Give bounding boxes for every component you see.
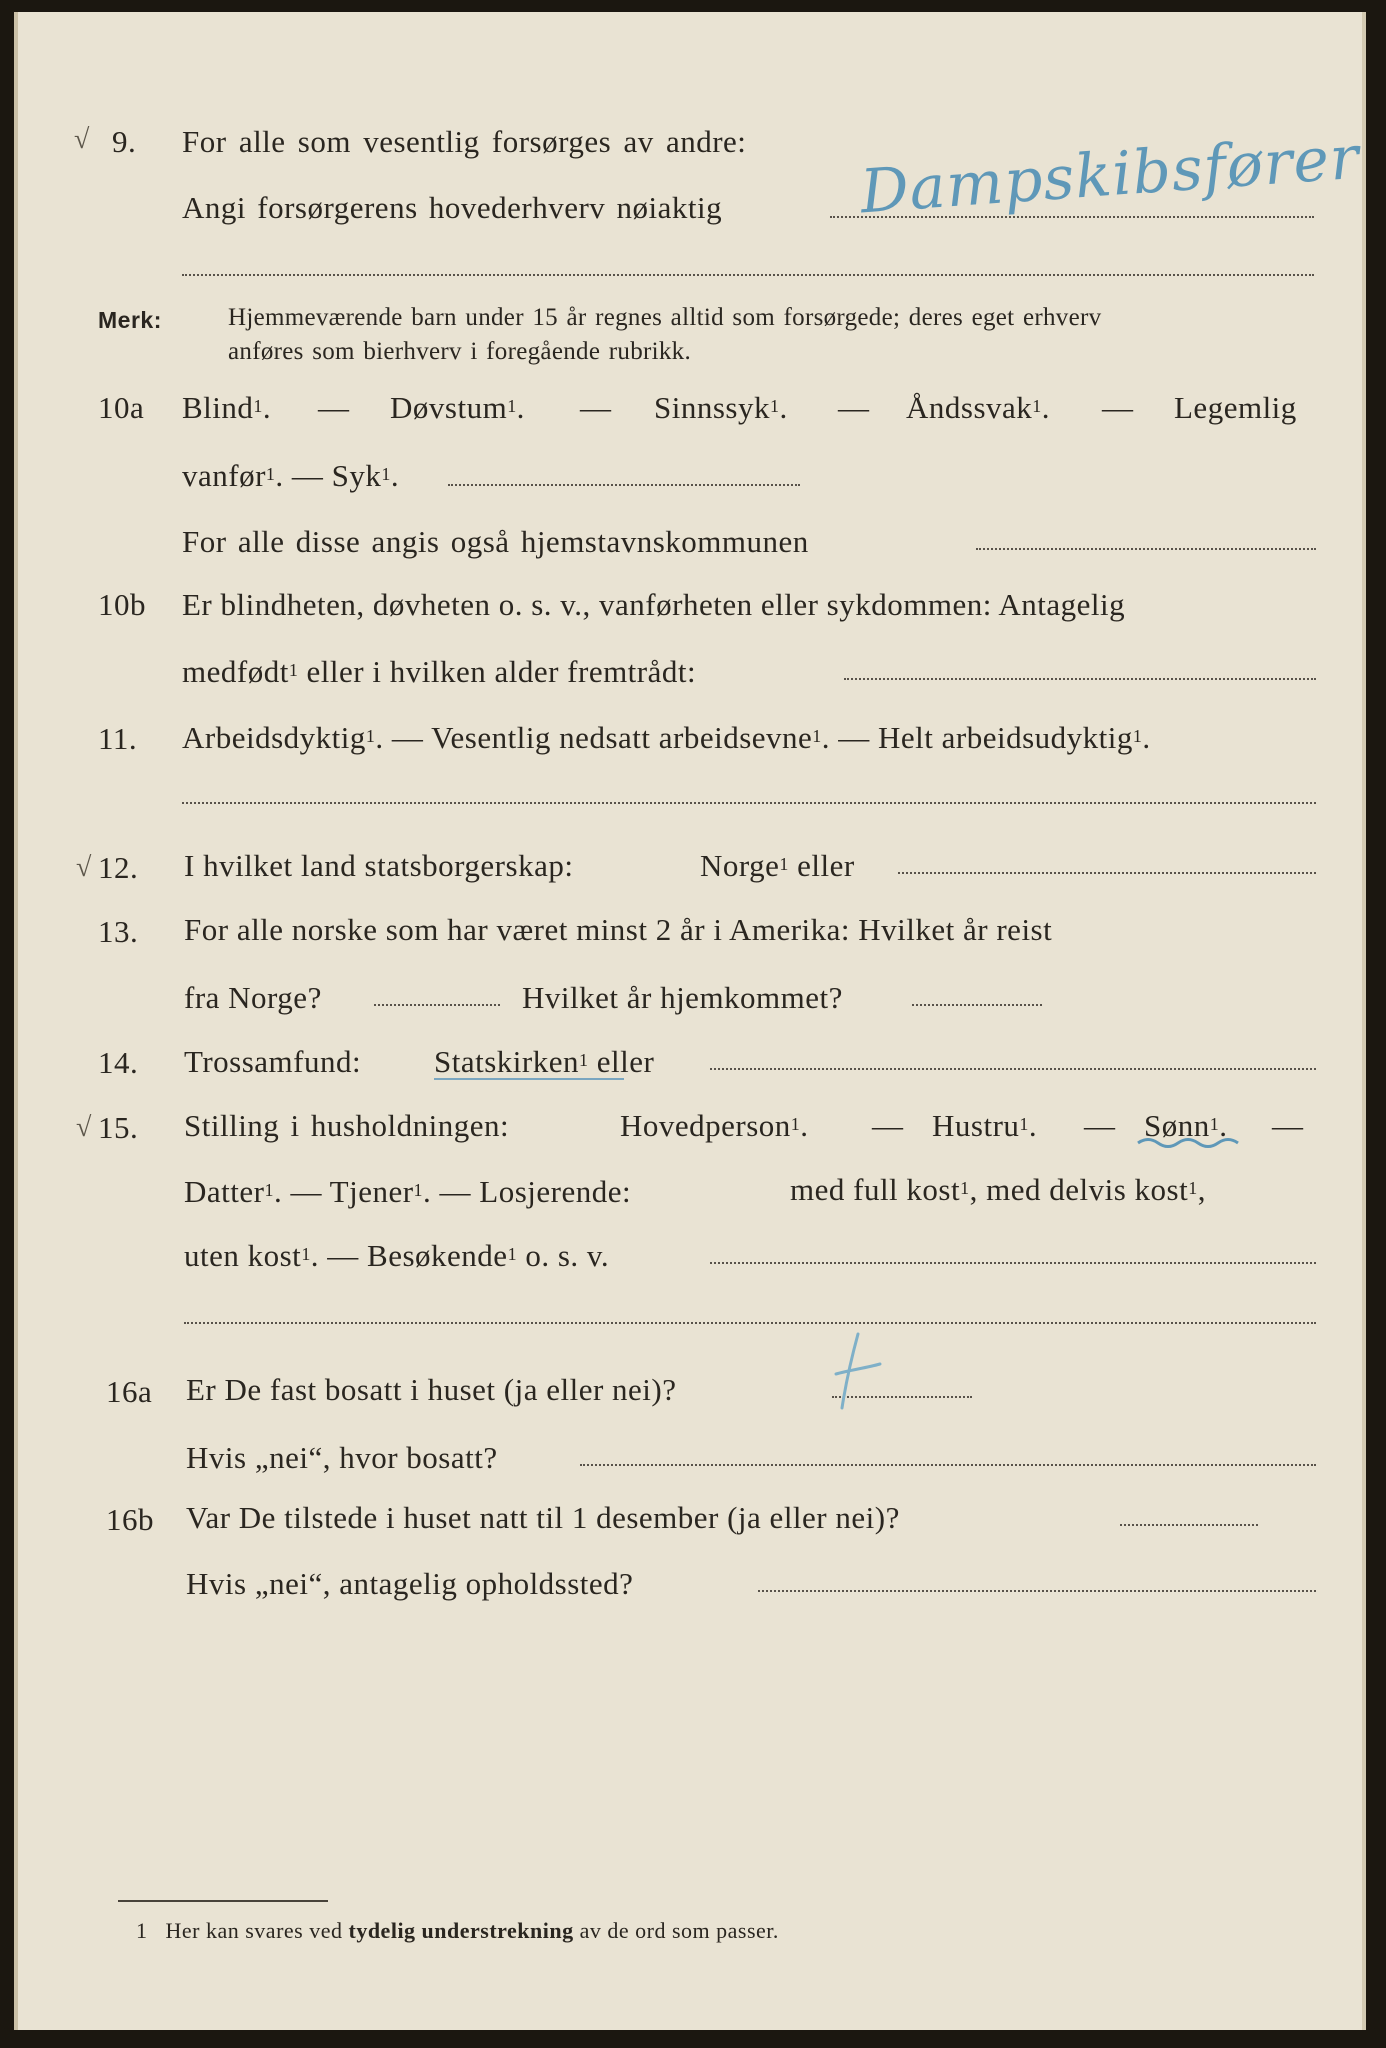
footnote-rule [118, 1900, 328, 1902]
option-blind: Blind$^1$. [182, 390, 272, 425]
q16a-line2: Hvis „nei“, hvor bosatt? [186, 1440, 498, 1475]
dash: — [1084, 1108, 1116, 1143]
dash: — [872, 1108, 904, 1143]
question-number-16a: 16a [106, 1374, 153, 1409]
answer-line [580, 1464, 1316, 1466]
answer-underline [434, 1078, 624, 1080]
answer-line [976, 548, 1316, 550]
q13-line1: For alle norske som har været minst 2 år i Amerika: Hvilket år reist [184, 912, 1053, 947]
dash: — [580, 390, 612, 425]
answer-line [710, 1262, 1316, 1264]
q13-hjem: Hvilket år hjemkommet? [522, 980, 843, 1015]
option-hustru: Hustru$^1$. [932, 1108, 1038, 1143]
question-number-12: 12. [98, 850, 139, 885]
option-sinnssyk: Sinnssyk$^1$. [654, 390, 788, 425]
merk-line2: anføres som bierhverv i foregående rubrikk. [228, 338, 692, 365]
question-number-9: 9. [112, 124, 137, 159]
handwritten-answer: Dampskibsfører [858, 122, 1362, 228]
answer-line [844, 678, 1316, 680]
q14-label: Trossamfund: [184, 1044, 362, 1079]
q10b-line1: Er blindheten, døvheten o. s. v., vanførheten eller sykdommen: Antagelig [182, 587, 1126, 622]
q12-text: I hvilket land statsborgerskap: [184, 848, 574, 883]
q13-fra: fra Norge? [184, 980, 322, 1015]
q10a-line3: For alle disse angis også hjemstavnskommunen [182, 524, 809, 559]
answer-line [758, 1590, 1316, 1592]
question-number-11: 11. [98, 721, 138, 756]
option-kost: med full kost$^1$, med delvis kost$^1$, [790, 1172, 1206, 1207]
answer-line [182, 802, 1316, 804]
option-andssvak: Åndssvak$^1$. [906, 390, 1051, 425]
option-vanfor: vanfør$^1$. — Syk$^1$. [182, 458, 400, 493]
option-norge: Norge$^1$ eller [700, 848, 855, 883]
answer-line [1120, 1524, 1258, 1526]
footnote: 1 Her kan svares ved tydelig understrekning av de ord som passer. [136, 1918, 779, 1943]
option-dovstum: Døvstum$^1$. [390, 390, 525, 425]
dash: — [1102, 390, 1134, 425]
option-legemlig: Legemlig [1174, 390, 1297, 425]
question-number-14: 14. [98, 1045, 139, 1080]
option-statskirken: Statskirken$^1$ eller [434, 1044, 655, 1079]
option-hovedperson: Hovedperson$^1$. [620, 1108, 809, 1143]
q9-line1: For alle som vesentlig forsørges av andre: [182, 124, 747, 159]
answer-line [898, 872, 1316, 874]
dash: — [838, 390, 870, 425]
handwritten-mark [818, 1326, 898, 1416]
answer-line [912, 1004, 1042, 1006]
check-mark: √ [74, 124, 90, 155]
question-number-16b: 16b [106, 1502, 154, 1537]
q11-options: Arbeidsdyktig$^1$. — Vesentlig nedsatt arbeidsevne$^1$. — Helt arbeidsudyktig$^1$. [182, 720, 1151, 755]
option-datter: Datter$^1$. — Tjener$^1$. — Losjerende: [184, 1174, 632, 1209]
answer-line [184, 1322, 1316, 1324]
check-mark: √ [76, 852, 92, 883]
q15-label: Stilling i husholdningen: [184, 1108, 510, 1143]
q16a-line1: Er De fast bosatt i huset (ja eller nei)? [186, 1372, 677, 1407]
answer-line [448, 484, 800, 486]
q9-line2: Angi forsørgerens hovederhverv nøiaktig [182, 190, 723, 225]
question-number-13: 13. [98, 914, 139, 949]
answer-underline [1136, 1136, 1248, 1150]
census-form-page [14, 12, 1366, 2030]
q16b-line1: Var De tilstede i huset natt til 1 desember (ja eller nei)? [186, 1500, 900, 1535]
option-uten: uten kost$^1$. — Besøkende$^1$ o. s. v. [184, 1238, 610, 1273]
question-number-10b: 10b [98, 587, 146, 622]
dash: — [318, 390, 350, 425]
check-mark: √ [76, 1112, 92, 1143]
question-number-10a: 10a [98, 390, 145, 425]
merk-label: Merk: [98, 307, 162, 333]
dash: — [1272, 1108, 1304, 1143]
question-number-15: 15. [98, 1110, 139, 1145]
answer-line [182, 274, 1314, 276]
answer-line [710, 1068, 1316, 1070]
answer-line [374, 1004, 500, 1006]
q16b-line2: Hvis „nei“, antagelig opholdssted? [186, 1566, 634, 1601]
q10b-line2: medfødt$^1$ eller i hvilken alder fremtrådt: [182, 654, 697, 689]
merk-line1: Hjemmeværende barn under 15 år regnes alltid som forsørgede; deres eget erhverv [228, 304, 1102, 331]
option-sonn: Sønn$^1$. [1144, 1108, 1228, 1143]
